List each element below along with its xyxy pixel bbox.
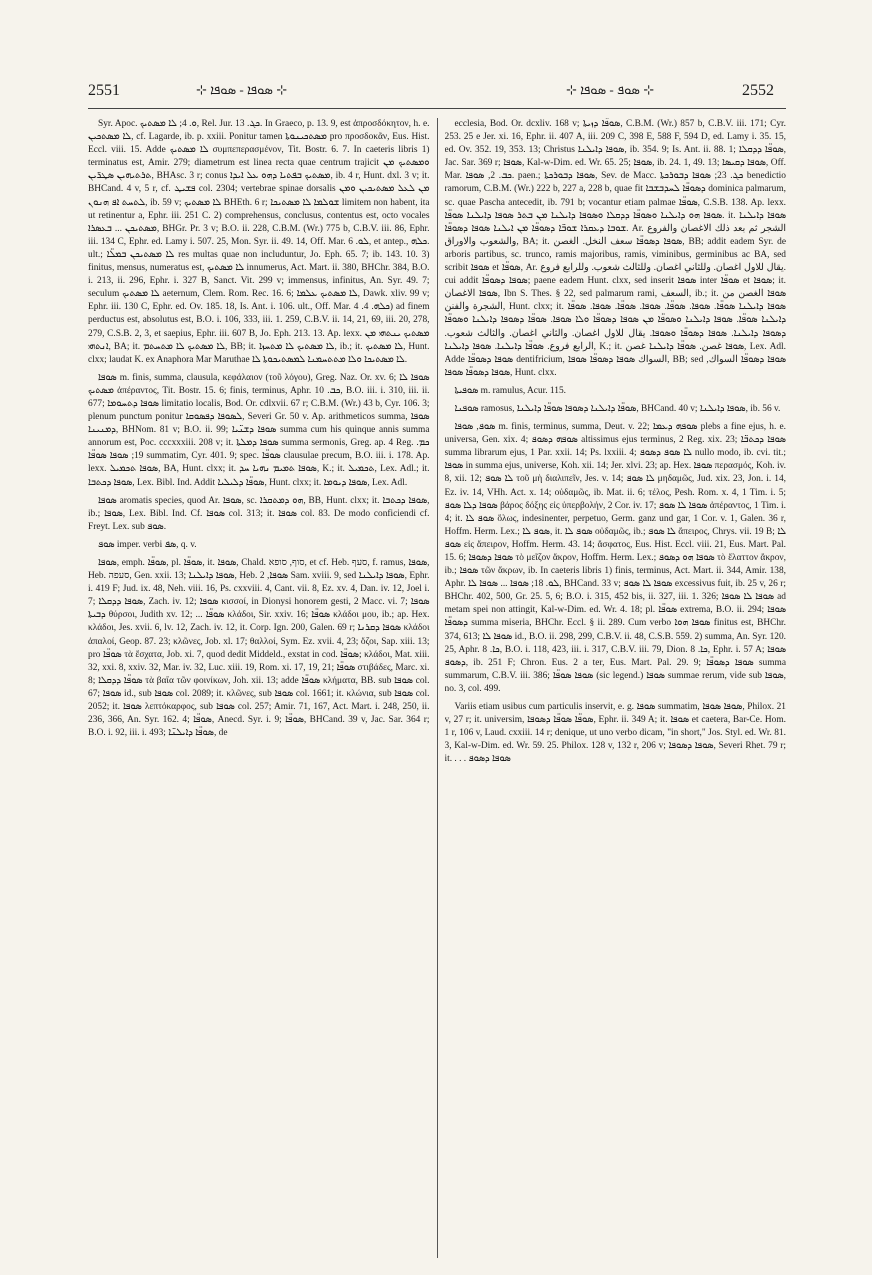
- entry-paragraph: Variis etiam usibus cum particulis inservit, e. g. ܣܘܦܐ summatim, ܣܘܦܐ ܣܘܦܐ, Philox. 21 v, 27 r; it. universim, ܣܘܦ̈ܐ ܣܘܦ̈ܐ ܕܣܘܦܐ, Ephr. ii. 349 A; it. ܣܘܦܐ et caetera, Bar-Ce. Hom. 1 r, 106 v, Laud. cxxiii. 14 r; denique, ut uno verbo dicam, "in short," Jos. Styl. ed. Wr. 81. 3, Kal-w-Dim. ed. Wr. 59. 25. Philox. 128 v, 132 r, 206 v; ܣܘܦܐ ܕܣܘܦܐ, Severi Rhet. 79 r; it. . . . ܣܘܦܐ ܕܣܘܦ: [444, 702, 786, 765]
- column-divider: [437, 118, 438, 1258]
- left-page-number: 2551: [88, 82, 120, 99]
- left-column: [88, 118, 430, 1258]
- entry-paragraph: ecclesia, Bod. Or. dcxliv. 168 v; ܣܘܦ̈ܐ ܕܙܝܬܐ, C.B.M. (Wr.) 857 b, C.B.V. iii. 171; Cyr. 253. 25 e Jer. xi. 16, Ephr. ii. 407 A, iii. 209 C, 398 E, 588 F, 594 D, ed. Lamy i. 35. 15, ed. Ov. 352. 19, 353. 13; Christus ܣܘܦܐ ܕܐܝܠܢܐ, ib. 354. 9; Is. Ant. ii. 88. 1; ܣܘܦ̈ܐ ܕܕܩܠܐ, Jac. Sar. 369 r; ܣܘܦܐ, Kal-w-Dim. ed. Wr. 65. 25; ܣܘܦܐ, ib. 24. 1, 49. 13; ܣܘܦܐ ܕܩܝܣܐ, Off. Mar. ܟܒ. 2, ܣܘܦܐ. paen.; ܣܘܦܐ ܕܒܘܪܟܬܐ, Sev. de Macc. ܟܓ. 23; ܣܘܦܐ ܕܒܘܪܟܬܐ benedictio ramorum, C.B.M. (Wr.) 222 b, 227 a, 228 b, quae fit ܕܣܘܦ̈ܐ ܠܚܕܒܫܒܐ dominica palmarum, sc. quae Pascha antecedit, ib. 791 b; vocantur etiam palmae ܣܘܦ̈ܐ, C.S.B. 138. Ap. lexx. ܣܘܦܐ ܗܘ ܕܐܝܠܢܐ ܘܣܘܦ̈ܐ ܕܕܩܠܐ ܘܣܘܦܐ ܕܐܝܠܢܐ ܡܢ ܒܬܪ ܣܘܦܐ ܕܐܝܠܢܐ ܣܘܦ̈ܐ. it. ܣܘܦܐ ܕܐܝܠܢܐ ܫܘܒܐ ܕܥܩܪܐ ܫܘܒ̈ܐ ܕܣܘܦ̈ܐ ܡܢ ܐܝܠܢܐ ܣܘܦܐ ܕܣܘܦ̈ܐ. Ar. الشجر ثم بعد ذلك الاغصان والفروع والشعوب والاوراق, BA; it. ܣܘܦܐ ܕܣܘܦ̈ܐ سعف النخل. الغصن, BB; addit eadem Syr. de arboris partibus, sc. trunco, ramis majoribus, ramis, viminibus, germinibus ac BA, sed scribit ܣܘܦܐ et ܣܘܦ̈ܐ, Ar. يقال للاول اغصان. وللثاني اغصان. وللثالث شعوب. وللرابع فروع. cui addit ܣܘܦܐ ܕܣܘܦ̈ܐ; paene eadem Hunt. clxx, sed inserit ܣܘܦܐ inter ܣܘܦ̈ܐ et ܣܘܦܐ; it. ܣܘܦܐ الاغصان, Ibn S. Thes. § 22, sed palmarum rami, السعف, ib.; it. ܣܘܦܐ الغصن من الشجرة والفنن, Hunt. clxx; it. ܣܘܦܐ ܕܐܝܠܢܐ ܣܘܦ̈ܐ. ܣܘܦܐ. ܣܘܦ̈ܐ. ܣܘܦܐ. ܣܘܦ̈ܐ. ܣܘܦܐ. ܣܘܦ̈ܐ ܕܐܝܠܢܐ ܣܘܦ̈ܐ. ܣܘܦܐ ܕܐܝܠܢܐ ܘܣܘܦ̈ܐ ܡܢ ܣܘܦܐ ܕܣܘܦ̈ܐ ܘܠܐ ܣܘܦܐ. ܣܘܦ̈ܐ ܕܣܘܦܐ ܕܐܝܠܢܐ ܘܣܘܦ̈ܐ ܕܣܘܦܐ ܕܐܝܠܢܐ. ܣܘܦܐ ܕܣܘܦ̈ܐ ܘܣܘܦܐ. يقال للاول اغصان. والثاني اغصان. والثالث شعوب. الرابع فروع. ܣܘܦ̈ܐ ܕܐܝܠܢܐ. ܣܘܦܐ ܕܐܝܠܢܐ, K.; it. ܣܘܦܐ غصن. ܣܘܦ̈ܐ ܕܐܝܠܢܐ غصن, Lex. Adl. Adde ܣܘܦܐ ܕܣܘܦ̈ܐ dentifricium, السواك ܣܘܦܐ ܕܣܘܦ̈ܐ ܣܘܦܐ, BB; sed ܣܘܦܐ ܕܣܘܦ̈ܐ السواك, ܣܘܦܐ ܕܣܘܦ̈ܐ ܣܘܦܐ, Hunt. clxx.: [444, 119, 786, 378]
- right-running-head: ⊹ ܣܘܦ - ܣܘܦܐ ⊹: [566, 82, 655, 97]
- entry-paragraph: ܣܘܦܐ, emph. ܣܘܦ̈ܐ, pl. ܣܘܦ̈ܐ, it. ܣܘܦܐ, Chald. סוף, סופא, et cf. Heb. סעף, f. ramus, ܣܘܦܐ, Heb. סעפה, Gen. xxii. 13; ܣܘܦܐ ܕܐܝܠܢܐ, Heb. ܣܘܦܐ, 2 Sam. xviii. 9, sed ܣܘܦܐ ܕܐܝܠܢܐ, Ephr. i. 419 F; Jud. ix. 48, Neh. viii. 16, Ps. cxxviii. 4, Cant. vii. 8, Ez. xv. 4, Dan. iv. 12, Joel i. 7; ܣܘܦܐ ܕܕܩܠܐ, Zach. iv. 12; ܣܘܦܐ κισσοί, in Dionysi honorem gesti, 2 Macc. vi. 7; ܣܘܦܐ ܕܒܝܬܐ θύρσοι, Judith xv. 12; ... ܣܘܦ̈ܐ κλάδοι, Sir. xxiv. 16; ܣܘܦ̈ܐ κλάδοι μου, ib.; ap. Hex. κλάδοι, Jes. xvii. 6, lv. 12, Zach. iv. 12, it. Corp. Ign. 200, Galen. 69 r; ܣܘܦܐ ܕܩܪܢܐ κλάδοι ἁπαλοί, Geop. 87. 23; κλῶνες, Job. xl. 17; θαλλοί, Sym. Ez. xvii. 4, 23; ὄζοι, Sap. xiii. 13; pro ܣܘܦ̈ܐ τὰ ἔσχατα, Job. xi. 7, quod dedit Middeld., exstat in cod. ܣܘܦ̈ܐ; κλάδοι, Mat. xiii. 32, xxi. 8, xxiv. 32, Mar. iv. 32, Luc. xiii. 19, Rom. xi. 17, 19, 21; ܣܘܦ̈ܐ στιβάδες, Marc. xi. 8; ܣܘܦ̈ܐ ܕܕܩܠܐ τὰ βαΐα τῶν φοινίκων, Joh. xii. 13; adde ܣܘܦ̈ܐ κλήματα, BB. sub ܣܘܦܐ col. 67; ܣܘܦܐ id., sub ܣܘܦܐ col. 2089; it. κλῶνες, sub ܣܘܦܐ col. 1661; it. κλώνια, sub ܣܘܦܐ col. 2052; it. ܣܘܦܐ λεπτόκαρφος, sub ܣܘܦܐ col. 257; Amir. 71, 167, Act. Mart. i. 248, 250, ii. 236, 366, An. Syr. 162. 4; ܣܘܦ̈ܐ, Anecd. Syr. i. 9; ܣܘܦ̈ܐ, BHCand. 39 v, Jac. Sar. 364 r; B.O. i. 92, iii. i. 493; ܣܘܦ̈ܐ ܕܐܝܠܢ̈ܐ, de: [88, 558, 430, 739]
- entry-paragraph: ܣܘܦܐ aromatis species, quod Ar. ܣܘܦܐ, sc. ܗܘ ܕܡܬܩܪܐ, BB, Hunt. clxx; it. ܣܘܦܐ ܕܟܬܒܐ, ib.; ܣܘܦܐ, Lex. Bibl. Ind. Cf. ܣܘܦܐ col. 313; it. ܣܘܦܐ col. 83. De modo conficiendi cf. Freyt. Lex. sub ܣܘܦ.: [88, 495, 430, 532]
- entry-paragraph: ܣܘܦܢܐ ramosus, ܣܘܦ̈ܐ ܕܐܝܠܢܐ ܕܣܘܦܐ ܣܘܦ̈ܐ ܕܐܝܠܢܐ, BHCand. 40 v; ܣܘܦܐ ܕܐܝܠܢܐ, ib. 56 v.: [454, 403, 781, 414]
- left-running-head: ⊹ ܣܘܦܐ - ܣܘܦܐ ⊹: [196, 82, 288, 97]
- entry-paragraph: ܣܘܦ imper. verbi ܣܦ, q. v.: [98, 539, 197, 550]
- right-column: [445, 118, 787, 1258]
- entry-paragraph: ܣܘܦܝܬܐ m. ramulus, Acur. 115.: [454, 385, 566, 396]
- two-column-body: [88, 118, 786, 1258]
- right-page-number: 2552: [742, 82, 774, 99]
- header-rule: [88, 108, 786, 109]
- entry-paragraph: ܣܘܦܐ m. finis, summa, clausula, κεφάλαιον (τοῦ λόγου), Greg. Naz. Or. xv. 6; ܣܘܦܐ ܠܐ ܡܣܬܝܟ ἀπέραντος, Tit. Bostr. 15. 6; finis, terminus, Aphr. ܟܒ. 10, B.O. iii. i. 310, iii. ii. 677; ܣܘܦܐ ܕܬܚܘܡܐ limitatio localis, Bod. Or. cdlxvii. 67 r; C.B.M. (Wr.) 43 b, Cyr. 106. 3; plenum punctum ponitur ܠܣܘܦܐ ܕܦܣܘܩܐ, Severi Gr. 50 v. Ap. arithmeticos summa, ܣܘܦܐ ܕܡܢܝܢܐ, BHNom. 81 v; B.O. ii. 99; ܣܘܦܐ ܕܫܢ̈ܝܐ summa cum his quinque annis summa annorum est, Poc. cccxxxiii. 208 v; it. ܣܘܦܐ ܕܡܠܬܐ summa sermonis, Greg. ap. 4 Reg. ܟܡ. 19; ܣܘܦܐ ܣܘܦ̈ܐ summatim, Cyr. 401. 9; spec. ܣܘܦ̈ܐ clausulae precum, B.O. iii. i. 178. Ap. lexx. ܣܘܦܐ ܬܟܡܝܠ, BA, Hunt. clxx; it. ܣܘܦܐ ܬܡܝܡ ܢܗܝܐ ܚܕ, K.; it. ܬܟܡܝܠ, Lex. Adl.; it. ܣܘܦܐ ܕܟܬܒܐ, Lex. Bibl. Ind. Addit ܣܘܦ̈ܐ ܕܠܝܠܝܐ, Hunt. clxx; it. ܣܘܦܐ ܕܝܘܡܐ, Lex. Adl.: [88, 372, 430, 488]
- entry-paragraph: Syr. Apoc. ܘ. 4; ܠܐ ܡܣܬܝܟ, Rel. Jur. ܟܓ. 13. In Graeco, p. 13. 9, est ἀπροσδόκητον, h. e. ܠܐ ܡܣܬܟܝܢ, cf. Lagarde, ib. p. xxiii. Ponitur tamen ܡܣܬܟܝܢܘܬܐ pro προσδοκᾶν, Eus. Hist. Eccl. viii. 15. Adde ܠܐ ܡܣܬܝܟ συμπεπερασμένον, Tit. Bostr. 6. 7. In caeteris libris 1) terminatus est, Amir. 279; diametrum est linea recta quae centrum trajicit ܘܡܣܬܝܟ ܡܢ ܬܪܬܝܗܝܢ ܣܛܪ̈ܝܢ, BHAsc. 3 r; conus ܡܣܬܝܟ ܒܦܬܝܐ ܕܗܘ ܥܠ ܐܝܕܐ, ib. 4 r, Hunt. dxl. 3 v; it. BHCand. 4 v, 5 r, cf. ܦܫܝܛ col. 2304; vertebrae spinae dorsalis ܡܢ ܠܥܠ ܡܣܬܝܟܝܢ ܘܡܢ ܠܬܚܬ ܐܦ ܗܢܘܢ, ib. 59 v; ܠܐ ܡܣܬܝܟ BHEth. 6 r; ܫܘܠܡܐ ܠܐ ܡܣܬܝܟܐ limitem non habent, ita ut retinentur a, Ephr. iii. 251 C. 2) comprehensus, conclusus, contentus est, octo vocales ܡܣܬܝܟܢ ... ܒܥܣܪܐ, BHGr. Pr. 3 v; B.O. ii. 228, C.B.M. (Wr.) 775 b, C.B.V. iii. 86, Ephr. iii. 134 C, Ephr. ed. Lamy i. 507. 25, Mon. Syr. ii. 49. 14, Off. Mar. ܠܘ. 6, et antep., ܟܠܗ. ult.; ܠܐ ܡܣܬܝܟܢ ܒܡܠ̈ܐ res multas quae non includuntur, Jo. Eph. 65. 7; ib. 143. 10. 3) finitus, mensus, numeratus est, ܠܐ ܡܣܬܝܟ innumerus, Act. Mart. ii. 380, BHChr. 384, B.O. i. 213, ii. 296, Ephr. i. 327 B, Sanct. Vit. 299 v; immensus, infinitus, An. Syr. 49. 7; seculum ܠܐ ܡܣܬܝܟ aeternum, Clem. Rom. Rec. 16. 6; ܠܐ ܡܣܬܝܟ ܥܠܡܐ, Dawk. xliv. 99 v; Ephr. iii. 130 C, Ephr. ed. Ov. 185. 18, Is. Ant. i. 106. ult., Off. Mar. ܟܠܗ. 4. 4) ad finem perductus est, absolutus est, B.O. i. 106, 333, iii. 1. 259, C.B.V. ii. 14, 21, 69, iii. 20, 278, 279, C.S.B. 2, 3, et saepius, Ephr. iii. 607 B, Jo. Eph. 213. 13. Ap. lexx. ܡܣܬܝܟ ܝܢܬܗܝ ܡܢ ܐܢܬܗܝ, BA; it. ܠܐ ܡܣܬܝܟ ܠܐ ܡܬܚܬܡ, BB; it. ܠܐ ܡܣܬܝܟ ܠܐ ܡܬܚܙܐ, ib.; it. ܠܐ ܡܣܬܝܟ, Hunt. clxx; laudat K. ex Anaphora Mar Maruthae ܠܐ ܡܣܬܝܟܐ ܘܠܐ ܡܬܬܚܡܢܐ ܠܡܣܬܝܟܘܬܐ ܠܐ.: [88, 119, 430, 365]
- entry-paragraph: ܣܘܦ, ܣܘܦܐ m. finis, terminus, summa, Deut. v. 22; ܣܘܦܗ ܕܥܡܐ plebs a fine ejus, h. e. universa, Gen. xix. 4; ܣܘܦܗ ܕܣܘܦ altissimus ejus terminus, 2 Reg. xix. 23; ܣܘܦܐ ܕܟܬܒ̈ܐ summa librarum ejus, 1 Par. xxii. 14; Ps. lxxiii. 4; ܠܐ ܣܘܦ ܕܣܘܦ nullo modo, ib. cvi. tit.; ܣܘܦܐ in summa ejus, universe, Koh. xii. 14; Jer. xlvi. 23; ap. Hex. ܣܘܦܐ περασμός, Koh. iv. 8, xii. 12; ܠܐ ܣܘܦ τοῦ μὴ διαλιπεῖν, Jes. v. 14; ܠܐ ܣܘܦ μηδαμῶς, Jud. xix. 23, Jon. i. 14, Ez. iv. 14, VHh. Act. x. 14; οὐδαμῶς, ib. Mat. ii. 6; τέλος, Pesh. Rom. x. 4, 1 Tim. i. 5; ܣܘܦܐ ܕܠܐ ܣܘܦ βάρος δόξης εἰς ὑπερβολήν, 2 Cor. iv. 17; ܣܘܦܐ ܠܐ ܣܘܦ ἀπέραντος, 1 Tim. i. 4; it. ܣܘܦ ܠܐ ὅλως, indesinenter, perpetuo, Germ. ganz und gar, 1 Cor. v. 1, Galen. 36 r, Hoffm. Herm. Lex.; ܣܘܦ ܠܐ, it. ܣܘܦ ܠܐ οὐδαμῶς, ib.; ܠܐ ܣܘܦ ἄπειρος, Chrys. vii. 19 B; ܠܐ ܣܘܦ εἰς ἄπειρον, Hoffm. Herm. 43. 14; ἄσφατος, Eus. Hist. Eccl. viii. 21, Eus. Mart. Pal. 15. 6; ܣܘܦܐ ܕܣܘܦܐ τὸ μεῖζον ἄκρον, Hoffm. Herm. Lex.; ܣܘܦܐ ܗܘ ܕܣܘܦ τὸ ἔλαττον ἄκρον, ib.; ܣܘܦܐ τῶν ἄκρων, ib. In caeteris libris 1) finis, terminus, Act. Mart. ii. 344, Amir. 138, Aphr. ܠܘ. 18; ܣܘܦܐ ... ܣܘܦܐ ܠܐ, BHCand. 33 v; ܣܘܦܐ ܠܐ ܣܘܦ excessivus fuit, ib. 25 v, 26 r; BHChr. 402, 500, Gr. 25. 5, 6; B.O. i. 315, 452 bis, ii. 327, iii. 1. 326; ܣܘܦܐ ܠܐ ܣܘܦܐ ad metam spei non attingit, Kal-w-Dim. ed. Wr. 4. 18; pl. ܣܘܦ̈ܐ extrema, B.O. ii. 294; ܣܘܦܐ ܕܣܘܦ̈ܐ summa miseria, BHChr. Eccl. § ii. 289. Cum verbo ܣܘܦܐ ܗܘܐ finitus est, BHChr. 374, 613; ܣܘܦܐ ܠܐ id., B.O. ii. 298, 299, C.B.V. ii. 48, C.S.B. 559. 2) summa, An. Syr. 120. 25, Aphr. ܟܐ. 8, B.O. i. 118, 423, iii. i. 317, C.B.V. iii. 79, Dion. ܟܐ. 8, Ephr. i. 57 A; ܣܘܦܐ ܕܣܘܦ, ib. 251 F; Chron. Eus. 2 a ter, Eus. Mart. Pal. 29. 9; ܣܘܦܐ ܕܣܘܦ̈ܐ summa summarum, C.B.V. iii. 386; ܣܘܦܐ ܣܘܦ̈ܐ (sic legend.) ܣܘܦܐ summae rerum, vide sub ܣܘܦܐ, no. 3, col. 499.: [444, 422, 786, 694]
